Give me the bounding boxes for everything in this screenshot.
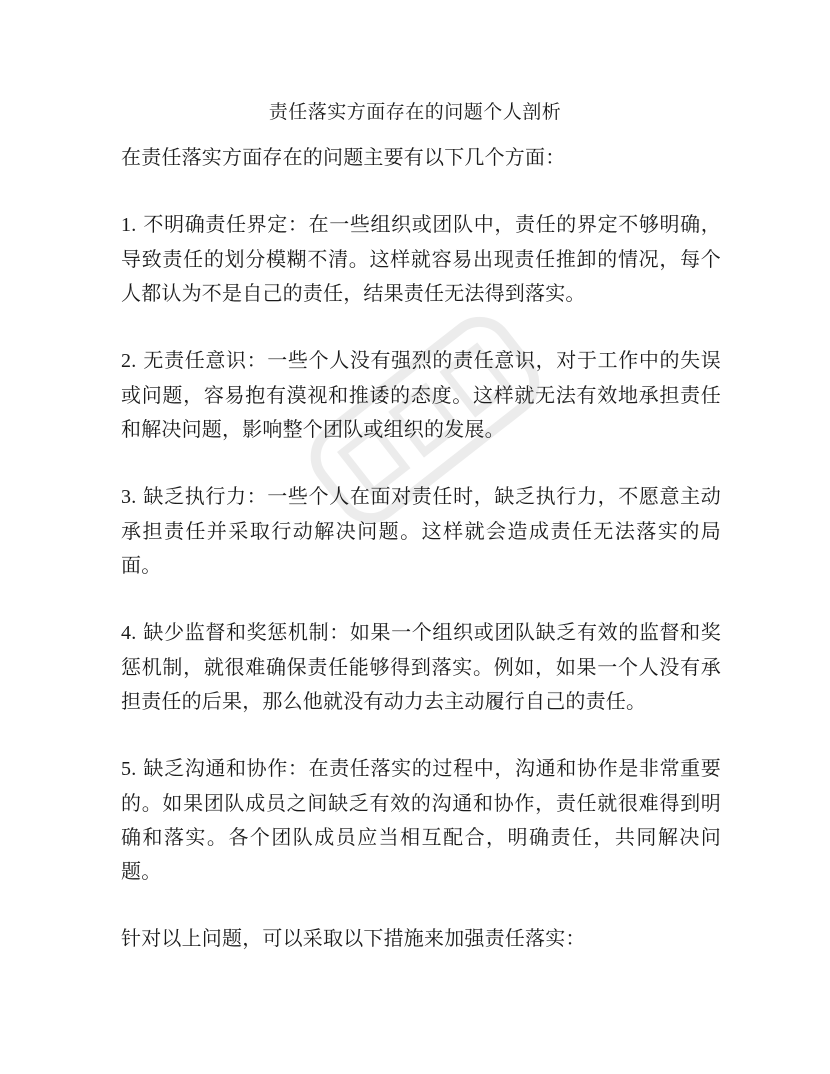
list-item	[121, 207, 721, 310]
list-item-number: 4.	[121, 622, 137, 644]
list-item-text: 缺乏沟通和协作：在责任落实的过程中，沟通和协作是非常重要的。如果团队成员之间缺乏有效的沟通和协作，责任就很难得到明确和落实。各个团队成员应当相互配合，明确责任，共同解决问题。	[121, 756, 721, 883]
list-item-text: 不明确责任界定：在一些组织或团队中，责任的界定不够明确，导致责任的划分模糊不清。这样就容易出现责任推卸的情况，每个人都认为不是自己的责任，结果责任无法得到落实。	[121, 212, 721, 305]
list-item	[121, 615, 721, 718]
list-item-text: 无责任意识：一些个人没有强烈的责任意识，对于工作中的失误或问题，容易抱有漠视和推诿的态度。这样就无法有效地承担责任和解决问题，影响整个团队或组织的发展。	[121, 348, 721, 441]
list-item-number: 3.	[121, 486, 137, 508]
list-item-number: 2.	[121, 350, 137, 372]
list-item	[121, 751, 721, 888]
list-item-text: 缺乏执行力：一些个人在面对责任时，缺乏执行力，不愿意主动承担责任并采取行动解决问题。这样就会造成责任无法落实的局面。	[121, 484, 721, 577]
closing-paragraph: 针对以上问题，可以采取以下措施来加强责任落实：	[121, 926, 586, 950]
intro-paragraph: 在责任落实方面存在的问题主要有以下几个方面：	[121, 145, 566, 169]
list-item-number: 5.	[121, 758, 137, 780]
document-title: 责任落实方面存在的问题个人剖析	[268, 101, 562, 123]
document-body	[121, 140, 721, 988]
list-item-number: 1.	[121, 214, 137, 236]
list-item	[121, 479, 721, 582]
list-item	[121, 343, 721, 446]
list-item-text: 缺少监督和奖惩机制：如果一个组织或团队缺乏有效的监督和奖惩机制，就很难确保责任能够得到落实。例如，如果一个人没有承担责任的后果，那么他就没有动力去主动履行自己的责任。	[121, 620, 721, 713]
